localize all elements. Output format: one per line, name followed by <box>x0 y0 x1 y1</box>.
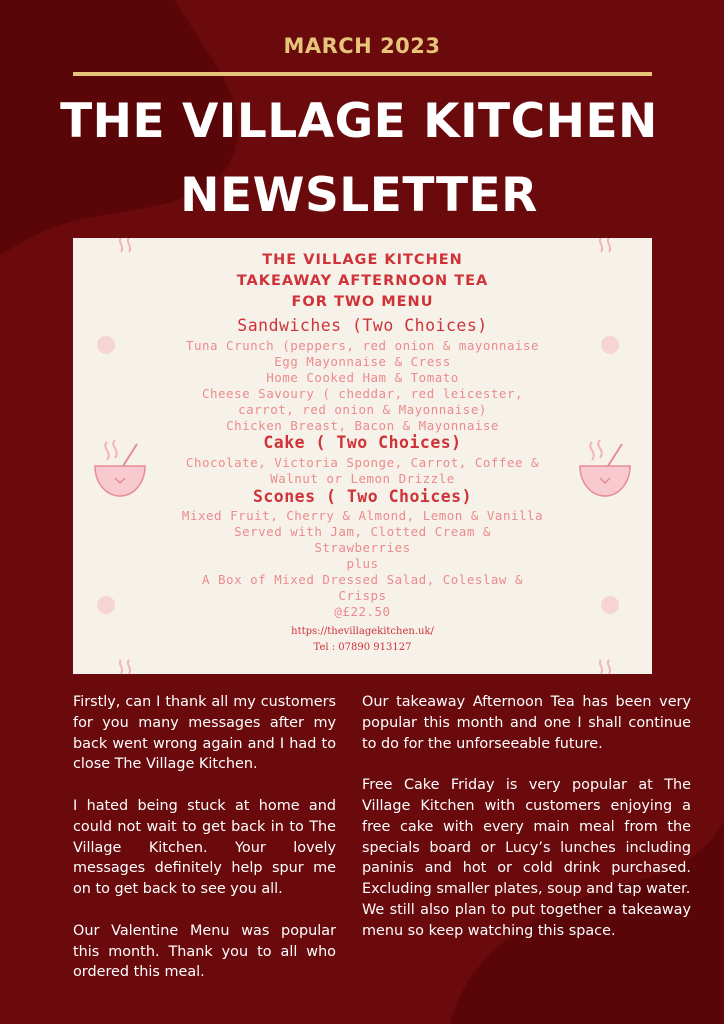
afternoon-tea-menu-image <box>73 238 652 674</box>
menu-item: Chocolate, Victoria Sponge, Carrot, Coffee & <box>185 455 540 470</box>
page-title-line2: NEWSLETTER <box>180 168 538 223</box>
menu-item: plus <box>346 556 379 571</box>
menu-heading: TAKEAWAY AFTERNOON TEA <box>236 273 489 289</box>
menu-item: Cheese Savoury ( cheddar, red leicester, <box>201 386 524 401</box>
menu-section-sandwiches: Sandwiches (Two Choices) <box>237 316 488 335</box>
menu-item: Home Cooked Ham & Tomato <box>266 370 459 385</box>
menu-item: Mixed Fruit, Cherry & Almond, Lemon & Vanilla <box>181 508 544 523</box>
menu-item: Chicken Breast, Bacon & Mayonnaise <box>226 418 499 433</box>
menu-item: A Box of Mixed Dressed Salad, Coleslaw & <box>201 572 524 587</box>
menu-item: Served with Jam, Clotted Cream & <box>234 524 491 539</box>
menu-item: Tuna Crunch (peppers, red onion & mayonnaise <box>185 338 540 353</box>
issue-date: MARCH 2023 <box>283 34 441 58</box>
menu-heading: THE VILLAGE KITCHEN <box>262 252 463 268</box>
menu-heading: FOR TWO MENU <box>291 294 434 310</box>
menu-item: Walnut or Lemon Drizzle <box>270 471 455 486</box>
article-column-right <box>362 692 691 962</box>
menu-item: carrot, red onion & Mayonnaise) <box>238 402 487 417</box>
page-title-line1: THE VILLAGE KITCHEN <box>60 94 658 149</box>
menu-section-scones: Scones ( Two Choices) <box>252 487 473 506</box>
menu-item: Crisps <box>338 588 387 603</box>
paragraph: Our takeaway Afternoon Tea has been very popular this month and one I shall continue to do for the unforseeable future. <box>362 694 691 752</box>
paragraph: Our Valentine Menu was popular this month. Thank you to all who ordered this meal. <box>73 922 336 981</box>
header-divider <box>73 72 652 76</box>
menu-item: Egg Mayonnaise & Cress <box>274 354 451 369</box>
menu-phone: Tel : 07890 913127 <box>313 642 412 653</box>
paragraph: Free Cake Friday is very popular at The Village Kitchen with customers enjoying a free cake with every main meal from the specials board or Lucy’s lunches including paninis and hot or cold drink purchased. Excluding smaller plates, soup and tap water. <box>362 777 691 898</box>
menu-website: https://thevillagekitchen.uk/ <box>291 626 434 637</box>
article-column-left <box>73 692 336 1004</box>
paragraph: Firstly, can I thank all my customers for you many messages after my back went wrong again and I had to close The Village Kitchen. <box>73 694 336 773</box>
menu-price: @£22.50 <box>334 604 391 619</box>
menu-section-cake: Cake ( Two Choices) <box>263 433 462 452</box>
steam-icon <box>593 656 623 674</box>
menu-item: Strawberries <box>314 540 411 555</box>
paragraph: I hated being stuck at home and could not wait to get back in to The Village Kitchen. Your lovely messages definitely help spur me on to get back to see you all. <box>73 797 336 898</box>
steam-icon <box>113 656 143 674</box>
paragraph: We still also plan to put together a takeaway menu so keep watching this space. <box>362 901 691 939</box>
